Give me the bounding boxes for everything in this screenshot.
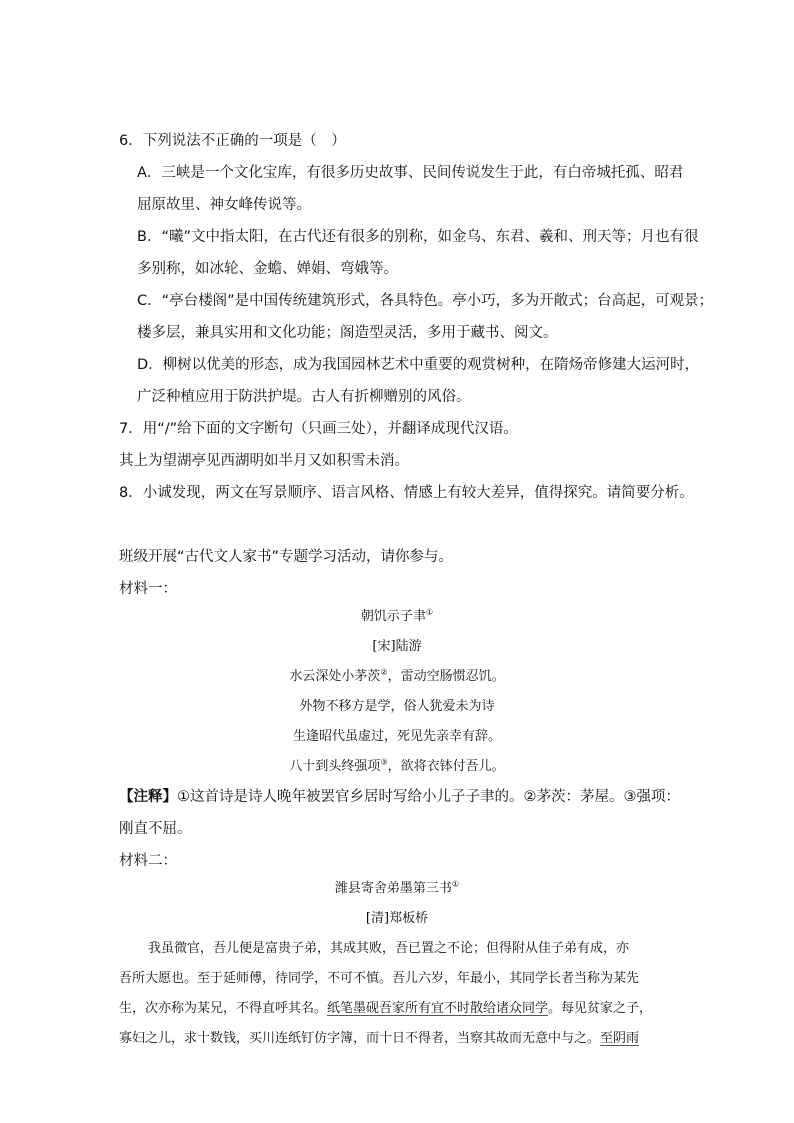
- q6-option-d-line1: D．柳树以优美的形态，成为我国园林艺术中重要的观赏树种，在隋炀帝修建大运河时，: [137, 357, 700, 373]
- q6-option-d-line2: 广泛种植应用于防洪护堤。古人有折柳赠别的风俗。: [137, 389, 471, 405]
- q7-stem: 7．用“/”给下面的文字断句（只画三处），并翻译成现代汉语。: [119, 421, 518, 437]
- underlined-fragment: 至阴雨: [600, 1031, 640, 1046]
- poem-line-2: 外物不移方是学，俗人犹爱未为诗: [299, 699, 495, 714]
- q6-option-c-line1: C．“亭台楼阁”是中国传统建筑形式，各具特色。亭小巧，多为开敞式；台高起，可观景；: [137, 293, 714, 309]
- footnote-mark: ①: [451, 879, 460, 889]
- material-2-label: 材料二：: [119, 853, 177, 869]
- q6-option-b-line2: 多别称，如冰轮、金蟾、婵娟、弯娥等。: [137, 261, 398, 277]
- letter-author: [清]郑板桥: [365, 911, 429, 926]
- poem-line-3: 生逢昭代虽虚过，死见先亲幸有辞。: [292, 729, 501, 744]
- poem-title: 朝饥示子聿①: [360, 607, 434, 624]
- q7-text: 其上为望湖亭见西湖明如半月又如积雪未消。: [119, 453, 409, 469]
- q6-option-a-line2: 屈原故里、神女峰传说等。: [137, 197, 311, 213]
- material-1-label: 材料一：: [119, 581, 177, 597]
- letter-line-3: 生，次亦称为某兄，不得直呼其名。纸笔墨砚吾家所有宜不时散给诸众同学。每见贫家之子，: [119, 1001, 653, 1016]
- letter-line-2: 吾所大愿也。至于延师傅，待同学，不可不慎。吾儿六岁，年最小，其同学长者当称为某先: [119, 971, 640, 986]
- q6-option-b-line1: B．“曦”文中指太阳，在古代还有很多的别称，如金乌、东君、羲和、刑天等；月也有很: [137, 229, 699, 245]
- poem-line-4: 八十到头终强项③，欲将衣钵付吾儿。: [289, 757, 505, 774]
- q8-stem: 8．小诚发现，两文在写景顺序、语言风格、情感上有较大差异，值得探究。请简要分析。: [119, 485, 694, 501]
- activity-intro: 班级开展“古代文人家书”专题学习活动，请你参与。: [119, 549, 454, 565]
- letter-line-1: 我虽微官，吾儿便是富贵子弟，其成其败，吾已置之不论；但得附从佳子弟有成，亦: [148, 941, 630, 956]
- poem-author: [宋]陆游: [372, 639, 422, 654]
- poem-line-1: 水云深处小茅茨②，雷动空肠惯忍饥。: [289, 667, 505, 684]
- annotation-line-2: 刚直不屈。: [119, 821, 192, 837]
- q6-option-c-line2: 楼多层，兼具实用和文化功能；阁造型灵活，多用于藏书、阅文。: [137, 325, 558, 341]
- letter-title: 潍县寄舍弟墨第三书①: [334, 879, 460, 896]
- footnote-mark: ①: [425, 607, 434, 617]
- footnote-mark: ②: [380, 667, 388, 677]
- footnote-mark: ③: [380, 757, 388, 767]
- underlined-sentence: 纸笔墨砚吾家所有宜不时散给诸众同学: [327, 1001, 549, 1016]
- annotation-line-1: 【注释】①这首诗是诗人晚年被罢官乡居时写给小儿子子聿的。②茅茨：茅屋。③强项：: [119, 789, 680, 805]
- q6-stem: 6．下列说法不正确的一项是（ ）: [119, 133, 346, 149]
- letter-line-4: 寡妇之儿，求十数钱，买川连纸钉仿字簿，而十日不得者，当察其故而无意中与之。至阴雨: [119, 1031, 640, 1046]
- q6-option-a-line1: A．三峡是一个文化宝库，有很多历史故事、民间传说发生于此，有白帝城托孤、昭君: [137, 165, 684, 181]
- annotation-label: 【注释】: [119, 789, 177, 805]
